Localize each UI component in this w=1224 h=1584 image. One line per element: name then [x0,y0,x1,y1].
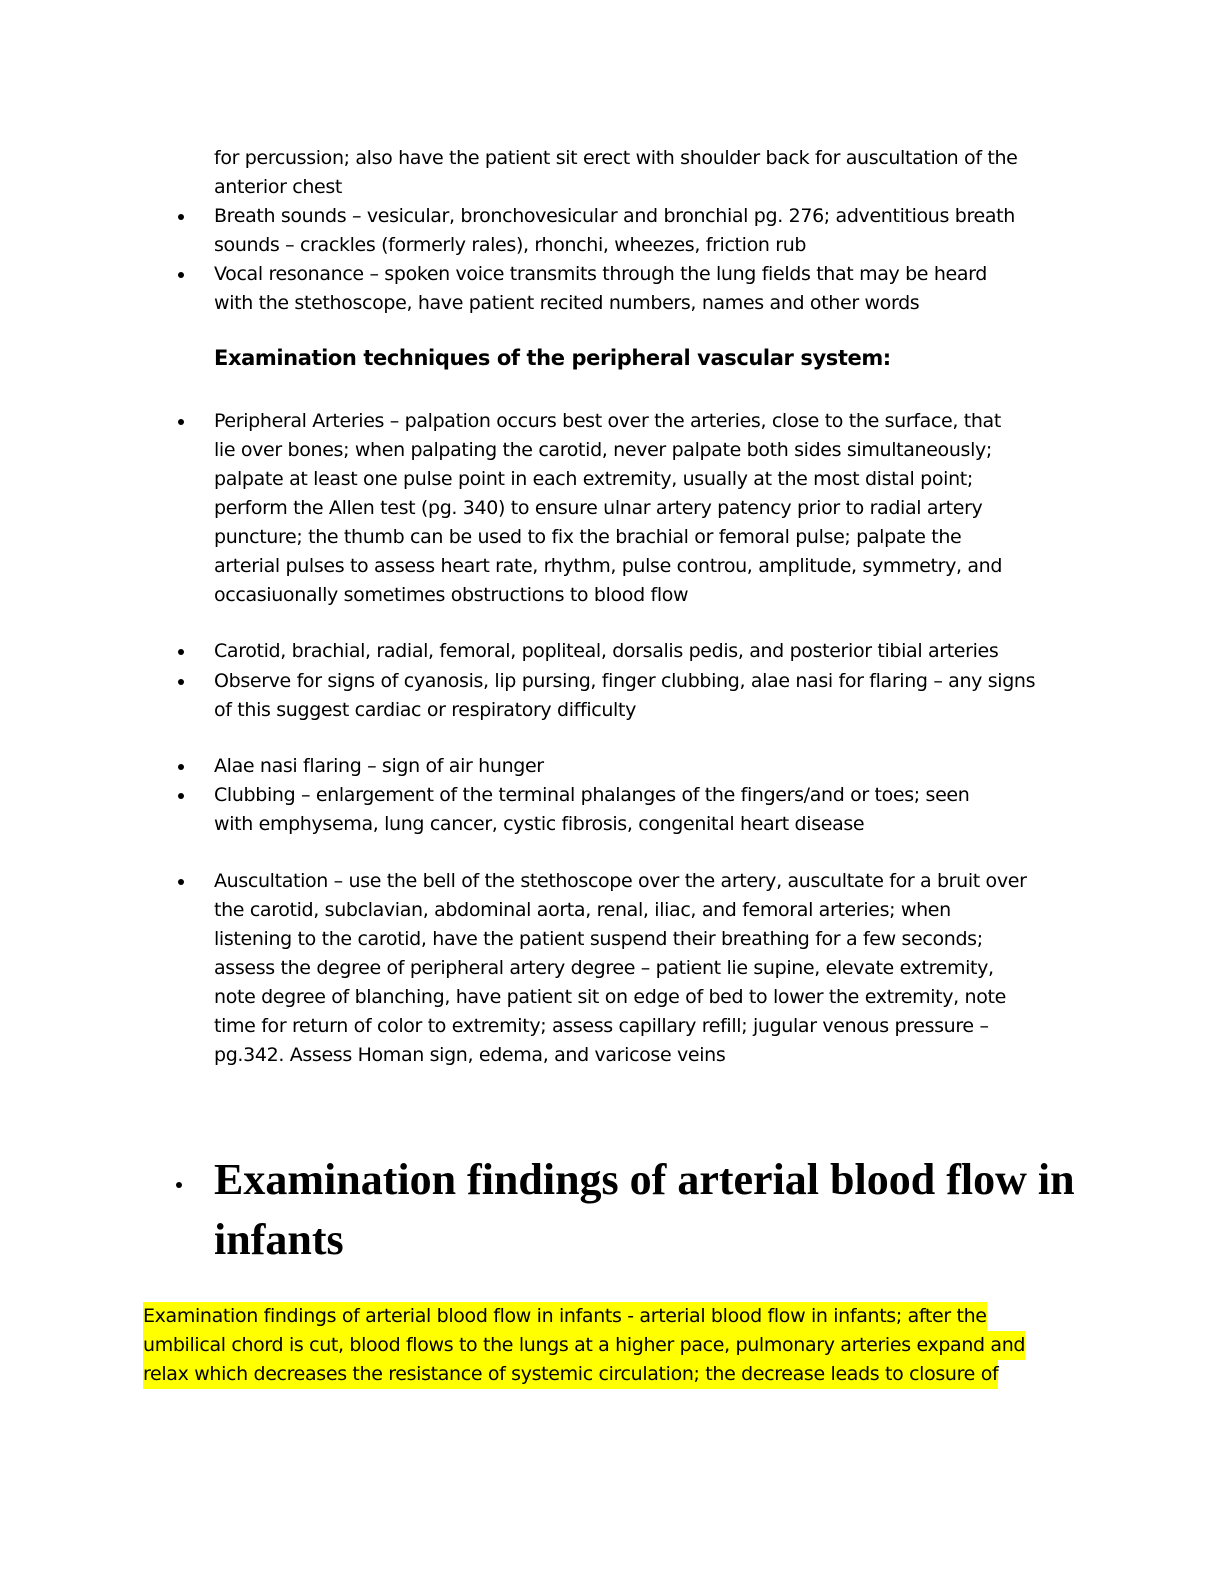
bullet-line: Breath sounds – vesicular, bronchovesicular and bronchial pg. 276; adventitious breath [214,205,1015,227]
bullet-line: the carotid, subclavian, abdominal aorta, renal, iliac, and femoral arteries; when [214,899,951,921]
bullet-line: puncture; the thumb can be used to fix the brachial or femoral pulse; palpate the [214,526,962,548]
bullet-line: listening to the carotid, have the patient suspend their breathing for a few seconds; [214,928,983,950]
bullet-line: with emphysema, lung cancer, cystic fibrosis, congenital heart disease [214,813,865,835]
findings-heading [214,1150,1075,1270]
intro-line: for percussion; also have the patient sit erect with shoulder back for auscultation of the [214,147,1018,169]
section-heading: Examination techniques of the peripheral vascular system: [214,346,891,370]
bullet-line: Observe for signs of cyanosis, lip pursing, finger clubbing, alae nasi for flaring – any signs [214,670,1036,692]
bullet-line: time for return of color to extremity; assess capillary refill; jugular venous pressure – [214,1015,989,1037]
bullet-line: with the stethoscope, have patient recited numbers, names and other words [214,292,920,314]
highlighted-line: Examination findings of arterial blood flow in infants - arterial blood flow in infants; after the [143,1302,987,1331]
highlighted-line: umbilical chord is cut, blood flows to the lungs at a higher pace, pulmonary arteries expand and [143,1331,1025,1360]
bullet-line: Clubbing – enlargement of the terminal phalanges of the fingers/and or toes; seen [214,784,970,806]
bullet-line: palpate at least one pulse point in each extremity, usually at the most distal point; [214,468,973,490]
bullet-line: Vocal resonance – spoken voice transmits through the lung fields that may be heard [214,263,988,285]
bullet-line: Carotid, brachial, radial, femoral, popliteal, dorsalis pedis, and posterior tibial arteries [214,640,999,662]
bullet-line: Peripheral Arteries – palpation occurs best over the arteries, close to the surface, that [214,410,1001,432]
findings-heading-line: infants [214,1215,344,1264]
bullet-line: pg.342. Assess Homan sign, edema, and varicose veins [214,1044,726,1066]
bullet-line: arterial pulses to assess heart rate, rhythm, pulse controu, amplitude, symmetry, and [214,555,1003,577]
bullet-line: sounds – crackles (formerly rales), rhonchi, wheezes, friction rub [214,234,807,256]
bullet-line: perform the Allen test (pg. 340) to ensure ulnar artery patency prior to radial artery [214,497,983,519]
bullet-line: lie over bones; when palpating the carotid, never palpate both sides simultaneously; [214,439,992,461]
bullet-line: note degree of blanching, have patient sit on edge of bed to lower the extremity, note [214,986,1006,1008]
findings-heading-line: Examination findings of arterial blood flow in [214,1155,1075,1204]
bullet-dot [176,1182,182,1188]
intro-line: anterior chest [214,176,343,198]
bullet-line: Alae nasi flaring – sign of air hunger [214,755,544,777]
bullet-line: assess the degree of peripheral artery degree – patient lie supine, elevate extremity, [214,957,994,979]
highlighted-line: relax which decreases the resistance of systemic circulation; the decrease leads to closure of [143,1360,998,1389]
bullet-line: Auscultation – use the bell of the stethoscope over the artery, auscultate for a bruit over [214,870,1027,892]
bullet-line: occasiuonally sometimes obstructions to blood flow [214,584,689,606]
bullet-line: of this suggest cardiac or respiratory difficulty [214,699,636,721]
